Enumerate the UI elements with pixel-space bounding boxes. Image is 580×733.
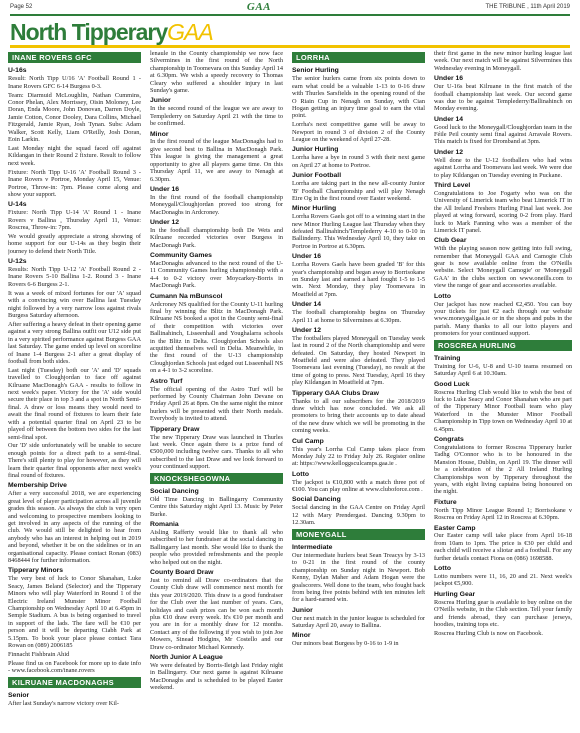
article-heading: County Board Draw (150, 569, 214, 576)
club-section-header: ROSCREA HURLING (434, 340, 572, 351)
article-heading: Community Games (150, 252, 212, 260)
article-paragraph: Our jackpot has now reached €2,450. You can buy your tickets for just €2 each through our website www.moneygallgaa.ie or in the shops and pubs in the parish. Many thanks to all our lotto players and promoters for your continued support. (434, 300, 572, 338)
column-3 (292, 50, 425, 730)
article-paragraph: In the second round of the league we are away to Templederry on Saturday April 21 with the time to be confirmed. (150, 105, 283, 128)
article-heading: Junior Hurling (292, 146, 339, 154)
article-paragraph: Old Time Dancing in Ballingarry Community Centre this Saturday night April 13. Music by Peter Burke. (150, 495, 283, 518)
article-paragraph: Our minors beat Burgess by 0-16 to 1-9 in (292, 640, 399, 648)
article-heading: Under 12 (292, 326, 322, 334)
article-heading: Under 16 (292, 253, 322, 261)
article-heading: Under 16 (434, 75, 464, 83)
article-heading: Social Dancing (150, 487, 199, 495)
article-paragraph: Training for U-6, U-8 and U-10 teams resumed on Saturday April 6 at 10.30am. (434, 362, 572, 378)
article-paragraph: This year's Lorrha Cul Camp takes place from Monday July 22 to Friday July 26. Register online at: https://www.kelloggsculcamps.gaa.ie . (292, 445, 425, 468)
column-4 (434, 50, 572, 730)
page-title (10, 19, 213, 45)
article-heading: Cul Camp (292, 437, 324, 445)
article-heading: Junior (150, 97, 171, 105)
article-heading: Minor Hurling (292, 205, 337, 213)
article-paragraph: The official opening of the Astro Turf will be performed by County Chairman John Devane on Friday April 26 at 8pm. On the same night the minor hurlers will be presented with their North medals. Everybody is invited to attend. (150, 385, 283, 423)
club-section-header: INANE ROVERS GFC (8, 52, 141, 63)
club-section-header: MONEYGALL (292, 529, 425, 540)
article-heading: Under 14 (434, 115, 464, 123)
article-paragraph: After a very successful 2018, we are experiencing great level of player participation across all juvenile grades this season. As always the club is very open and welcoming to prospective members looking to get involved in any aspects of the running of the club. We would still be delighted to hear from anybody who has an interest in helping out in 2019 and beyond, whether it be on the sidelines or in an organisational capacity. Please contact Ronan (083) 8468444 for further information. (8, 490, 141, 564)
article-paragraph: Fixture: North Tipp U-16 'A' Football Round 3 - Inane Rovers v Portroe, Monday April 15, Venue: Portroe, Throw-in: 7pm. Please come along and show your support. (8, 168, 141, 198)
article-heading: Tipperary Draw (150, 425, 200, 433)
article-heading: Third Level (434, 182, 471, 189)
article-paragraph: Our 'D' side unfortunately will be unable to secure enough points for a direct path to a semi-final. There's still plenty to play for however, as they will learn their quarter final opponents after next week's final round of fixtures. (8, 442, 141, 480)
article-heading: North Junior A League (150, 653, 223, 661)
article-paragraph: Lorrha's next competitive game will be away to Newport in round 3 of division 2 of the County League on the weekend of April 27-28. (292, 121, 425, 144)
article-paragraph: Congratulations to Joe Fogarty who was on the University of Limerick team who beat Limerick IT in the All Ireland Freshers Hurling Final last week. Joe played at wing forward, scoring 0-2 from play. Hard luck to Mark Fanning who was a member of the Limerick IT panel. (434, 189, 572, 234)
page-title-accent: GAA (167, 19, 213, 45)
article-heading: Junior (292, 606, 313, 614)
article-paragraph: It was a week of mixed fortunes for our 'A' squad with a convincing win over Ballina last Tuesday night followed by a very narrow loss against rivals Burgess Saturday afternoon. (8, 289, 141, 319)
article-heading: Under 16 (150, 185, 180, 193)
page-title-main: North Tipperary (10, 19, 168, 45)
article-paragraph: Lorrha are taking part in the new all-county Junior 'B' Football Championship and will play Nenagh Eire Og in the first round over Easter weekend. (292, 180, 425, 202)
article-paragraph: MacDonaghs advanced to the next round of the U-11 Community Games hurling championship with a 4-4 to 0-2 victory over Moycarkey-Borris in MacDonagh Park. (150, 260, 283, 290)
article-heading: Fixture (434, 498, 457, 506)
article-heading: Minor (150, 130, 169, 138)
article-paragraph: Result: North Tipp U/16 'A' Football Round 1 - Inane Rovers GFC 6-14 Burgess 0-3. (8, 75, 141, 90)
article-paragraph: Our next match in the junior league is scheduled for Saturday April 20, away to Ballina. (292, 614, 425, 630)
article-paragraph: Lorrha have a bye in round 3 with their next game on April 27 at home to Portroe. (292, 154, 425, 169)
title-rule (10, 45, 570, 48)
page-number: Page 52 (10, 4, 33, 10)
article-paragraph: North Tipp Minor League Round 1; Borrisokane v Roscrea on Friday April 12 in Roscrea at 6.30pm. (434, 506, 572, 522)
article-paragraph: After suffering a heavy defeat in their opening game against a very strong Ballina outfit our U12 side put in a very spirited performance against Burgess GAA last Saturday. The game ended up level on scoreline of Inane 1-4 Burgess 2-1 after a great display of football from both sides. (8, 320, 141, 365)
club-section-header: KILRUANE MACDONAGHS (8, 677, 141, 688)
article-heading: U-14s (8, 201, 27, 209)
article-paragraph: In the first round of the league MacDonaghs had to give second best to Ballina in MacDonagh Park. This league is giving the management a great opportunity to give all players game time. On this Thursday April 11, we are away to Nenagh at 6.30pm. (150, 138, 283, 183)
article-paragraph: Please find us on Facebook for more up to date info - www.facebook.com/inane.rovers (8, 659, 141, 675)
article-paragraph: We were defeated by Borris-Ileigh last Friday night in Ballingarry. Our next game is against Kilruane MacDonaghs and is scheduled to be played Easter weekend. (150, 661, 283, 692)
article-heading: Under 14 (292, 301, 322, 309)
header-rule (10, 14, 570, 16)
article-paragraph: After last Sunday's narrow victory over Kil- (8, 699, 119, 707)
article-paragraph: The senior hurlers came from six points down to earn what could be a valuable 1-13 to 0-16 draw with Thurles Sarsfields in the opening round of the O Riain Cup in Nenagh on Sunday, with Cian Hogan getting an injury time goal to earn the vital point. (292, 75, 425, 120)
article-heading: Romania (150, 521, 179, 529)
article-paragraph: Aisling Rafferty would like to thank all who subscribed to her fundraiser at the social dancing in Ballingarry last month. She would like to thank the people who provided refreshments and the people who helped out on the night. (150, 528, 283, 566)
article-heading: Under 12 (150, 219, 180, 227)
club-section-header: LORRHA (292, 52, 425, 63)
article-heading: Minor (292, 632, 311, 640)
article-paragraph: Results: North Tipp U-12 'A' Football Round 2 - Inane Rovers 5-10 Ballina 1-2. Round 3 - Inane Rovers 6-6 Burgess 2-1. (8, 266, 141, 288)
article-paragraph: The football championship begins on Thursday April 11 at home to Silvermines at 6.30pm. (292, 309, 425, 324)
article-paragraph: In the first round of the football championship Moneygall/Cloughjordan proved too strong for MacDonaghs in Ardcroney. (150, 193, 283, 216)
article-paragraph: Team: Diarmuid McLoughlin, Nathan Cummins, Conor Phelan, Alex Morrissey, Oisin Moloney, Lee Doran, Enda Moore, John Donovan, Darren Doyle, Jamie Cotton, Conor Dooley, Dara Collins, Michael Fitzgerald, Jamie Ryan, Josh Tynan. Subs: Adam Walker, Scott Kelly, Liam O'Reilly, Josh Doran, Eoin Larkin. (8, 91, 141, 144)
article-heading: Lotto (434, 565, 451, 573)
article-paragraph: The new Tipperary Draw was launched in Thurles last week. Once again there is a prize fund of €500,000 including twelve cars. Thanks to all who subscribed to the last Draw and we look forward to your continued support. (150, 433, 283, 471)
article-paragraph: Social dancing in the GAA Centre on Friday April 12 with Mary Prendergast. Dancing 9.30pm to 12.30am. (292, 504, 425, 527)
article-heading: Junior Football (292, 172, 342, 180)
article-paragraph: We would greatly appreciate a strong showing of home support for our U-14s as they begin their journey to defend their North Title. (8, 232, 141, 255)
article-paragraph: Well done to the U-12 footballers who had wins against Lorrha and Toomevara last week. We were due to play Kildangan on Tuesday evening in Puckane. (434, 156, 572, 179)
article-paragraph: In the football championship both De Wets and Kilruane recorded victories over Burgess in MacDonagh Park. (150, 226, 283, 249)
article-heading: Good Luck (434, 380, 470, 388)
article-heading: Tipperary Minors (8, 567, 64, 575)
article-heading: Astro Turf (150, 377, 183, 385)
article-paragraph: With the playing season now getting into full swing, remember that Moneygall GAA and Camogie Club gear is now available online from the O'Neills website. Select 'Moneygall Camogie' or 'Moneygall GAA' in the clubs section on www.oneills.com to view the range of gear and accessories available. (434, 245, 572, 290)
article-heading: Lotto (292, 470, 309, 478)
article-paragraph: Roscrea Hurling Club would like to wish the best of luck to Luke Seacy and Conor Shanahan who are part of the Tipperary Minor Football team who play Waterford in the Munster Minor Football Championship in Tipp town on Wednesday April 10 at 6.45pm. (434, 388, 572, 433)
article-paragraph: The footballers played Moneygall on Tuesday week last in round 2 of the North championship and were defeated. On Saturday, they hosted Newport in Moatfield and were also defeated. They played Toomevara last evening (Tuesday), no result at the time of going to press. Next Tuesday, April 16 they play Kildangan in Moatfield at 7pm. (292, 334, 425, 387)
article-heading: Lotto (434, 292, 451, 300)
article-paragraph: Congratulations to former Roscrea Tipperary hurler Tadhg O'Connor who is to be honoured in the Mansion House, Dublin, on April 19. The dinner will be a celebration of the 2 All Ireland Hurling Championships won by Tipperary throughout the years, with eight living captains being honoured on the night. (434, 444, 572, 496)
article-paragraph: Roscrea Hurling Club is now on Facebook. (434, 629, 543, 637)
section-label: GAA (246, 1, 271, 13)
article-paragraph: Lorrha Rovers Gaels got off to a winning start in the new Minor Hurling League last Thursday when they defeated Ballinahinch/Templederry 4-10 to 0-10 in Ballinderry. This Wednesday April 10, they take on Portroe in Portroe at 6.30pm. (292, 213, 425, 250)
article-paragraph: Ardcroney NS qualified for the County U-11 hurling final by winning the Blitz in MacDonagh Park. Kilruane NS booked a spot in the County semi-final of their competition with victories over Ballinahinch, Lisseenhall and Youghalarra schools in the Blitz in Delta. Cloughjordan Schools also acquitted themselves well in Delta. Meanwhile, in the first round of the U-13 championship Cloughjordan Schools just edged out Lisseenhall NS on a 4-1 to 3-2 scoreline. (150, 300, 283, 375)
article-heading: Hurling Gear (434, 590, 476, 598)
article-paragraph: The jackpot is €10,800 with a match three pot of €100. You can play online at www.cluboforce.com . (292, 478, 425, 494)
article-heading: Under 12 (434, 148, 464, 156)
article-heading: Tipperary GAA Clubs Draw (292, 389, 379, 397)
issue-date: THE TRIBUNE , 11th April 2019 (485, 4, 570, 10)
article-heading: Easter Camp (434, 524, 476, 532)
article-paragraph: Fixture: North Tipp U-14 'A' Round 1 - Inane Rovers v Ballina , Thursday April 11, Venue: Roscrea, Throw-in: 7pm. (8, 209, 141, 232)
article-heading: Training (434, 355, 461, 363)
article-paragraph: Our Easter camp will take place from April 16-18 from 10am to 1pm. The price is €30 per child and each child will receive a sliotar and a football. For any further details contact Fiona on (086) 1698588. (434, 532, 572, 562)
article-heading: Intermediate (292, 543, 333, 551)
club-section-header: KNOCKSHEGOWNA (150, 473, 283, 484)
article-paragraph: lenaule in the County championship we now face Silvermines in the first round of the North championship in Toomevara on this Sunday April 14 at 6.30pm. We wish a speedy recovery to Thomas Cleary who suffered a shoulder injury in last Sunday's game. (150, 50, 283, 95)
article-paragraph: Good luck to the Moneygall/Cloughjordan team in the Féile Peil county semi final against Arravale Rovers. This match is fixed for Dromband at 3pm. (434, 123, 572, 146)
page-header-bar (0, 0, 580, 14)
article-paragraph: Lorrha Rovers Gaels have been graded 'B' for this year's championship and began away to Borrisokane on Sunday last and earned a hard fought 1-5 to 1-5 win. Next Monday, they play Toomevara in Moatfield at 7pm. (292, 261, 425, 298)
article-heading: Club Gear (434, 237, 467, 245)
article-heading: U-12s (8, 258, 27, 266)
article-paragraph: Last night (Tuesday) both our 'A' and 'D' squads travelled to Cloughjordan to face off against Kilruane MacDonagh's GAA - results to follow in next week's paper. Victory for the 'A' side would secure their place in top 3 and a spot in North Semi-final. A draw or loss means they would need to await the final round of fixtures to learn their fate with a potential quarter final on April 23 to be played off between the bottom two sides for the last semi-final spot. (8, 366, 141, 441)
article-heading: Social Dancing (292, 496, 341, 504)
article-paragraph: their first game in the new minor hurling league last week. Our next match will be against Silvermines this Wednesday evening in Moneygall. (434, 50, 572, 72)
article-heading: Senior (8, 692, 30, 699)
article-heading: Senior Hurling (292, 67, 339, 75)
article-paragraph: Thanks to all our subscribers for the 2018/2019 draw which has now concluded. We ask all promoters to bring their accounts up to date ahead of the new draw which we will be promoting in the coming weeks. (292, 397, 425, 435)
article-heading: U-16s (8, 67, 27, 75)
article-heading: Cumann Na mBunscol (150, 292, 223, 300)
article-paragraph: Our U-16s beat Kilruane in the first match of the football championship last week. Our second game was due to be against Templederry/Ballinahinch on Monday evening. (434, 83, 572, 113)
article-paragraph: Last Monday night the squad faced off against Kildangan in their Round 2 fixture. Result to follow next week. (8, 144, 141, 167)
article-paragraph: The very best of luck to Conor Shanahan, Luke Seacy, James Beland (Selector) and the Tipperary Minors who will play Waterford in Round 1 of the Electric Ireland Munster Minor Football Championship on Wednesday April 10 at 6.45pm in Semple Stadium. A bus is being organised to travel in support of the lads. The fare will be €10 per person and it will be departing Ciabh Park at 5.15pm. To book your place please contact Tara Rowan on (089) 2006185 (8, 575, 141, 649)
article-paragraph: Lotto numbers were 11, 16, 20 and 21. Next week's jackpot €5,900. (434, 573, 572, 588)
article-paragraph: Our intermediate hurlers beat Sean Treacys by 3-13 to 0-21 in the first round of the county championship on Sunday night in Newport. Bob Kenny, Dylan Maher and Adam Hogan were the goalscorers. Well done to the team, who fought back from being five points behind with ten minutes left for a hard-earned win. (292, 551, 425, 604)
column-2 (150, 50, 283, 730)
column-1 (8, 50, 141, 730)
article-heading: Congrats (434, 436, 464, 444)
article-paragraph: Just to remind all Draw co-ordinators that the County Club draw will commence next month for this year 2019/2020. This draw is a good fundraiser for the Club over the last number of years. Cars, holidays and cash prizes can be won each month plus €10 draw every week. It's €10 per month and you are in for a monthly draw for 12 months. Contact any of the following if you wish to join Joe Mowers, Sinead Hodgins, Mr Costello and our Draw co-ordinator Michael Kennedy. (150, 576, 283, 651)
article-paragraph: Roscrea Hurling gear is available to buy online on the O'Neills website, in the Club section. Tell your family and friends abroad, they can purchase jerseys, hoodies, training tops etc. (434, 598, 572, 628)
article-heading: Membership Drive (8, 482, 67, 490)
article-paragraph: Finnacht Fishbrain Ahid (8, 650, 70, 658)
